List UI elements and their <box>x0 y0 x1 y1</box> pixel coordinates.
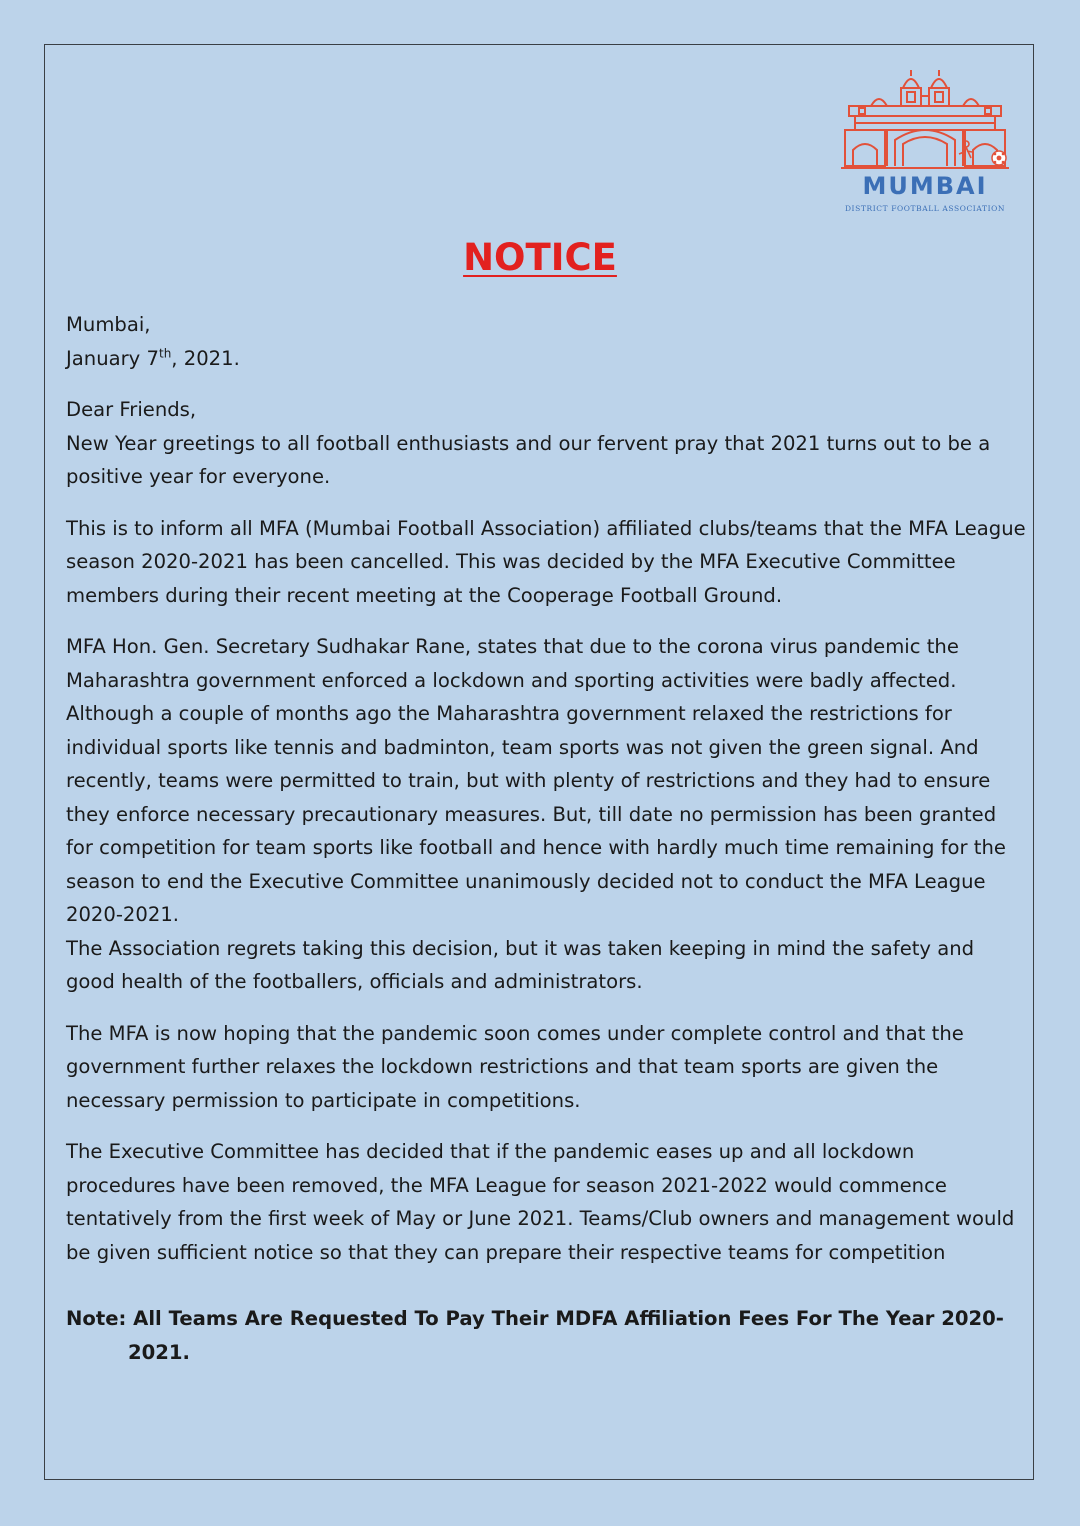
gateway-of-india-icon <box>835 68 1015 172</box>
paragraph-cancellation: This is to inform all MFA (Mumbai Football Association) affiliated clubs/teams that the MFA League season 2020-2021 has been cancelled. This was decided by the MFA Executive Committee members during their recent meeting at the Cooperage Football Ground. <box>66 516 1026 607</box>
affiliation-fee-note: Note: All Teams Are Requested To Pay Their MDFA Affiliation Fees For The Year 2020-2021. <box>66 1307 1004 1364</box>
logo-wordmark: MUMBAI <box>862 172 988 200</box>
paragraph-greetings: New Year greetings to all football enthusiasts and our fervent pray that 2021 turns out to be a positive year for everyone. <box>66 431 991 488</box>
date-suffix: th <box>158 345 172 360</box>
date-line <box>66 342 1026 376</box>
paragraph-reasons: MFA Hon. Gen. Secretary Sudhakar Rane, states that due to the corona virus pandemic the Maharashtra government enforced a lockdown and sporting activities were badly affected. Although a couple of months ago the Maharashtra government relaxed the restrictions for individual sports like tennis and badminton, team sports was not given the green signal. And recently, teams were permitted to train, but with plenty of restrictions and they had to ensure they enforce necessary precautionary measures. But, till date no permission has been granted for competition for team sports like football and hence with hardly much time remaining for the season to end the Executive Committee unanimously decided not to conduct the MFA League 2020-2021. <box>66 635 1006 926</box>
notice-title: NOTICE <box>463 236 617 279</box>
paragraph-next-season: The Executive Committee has decided that if the pandemic eases up and all lockdown procedures have been removed, the MFA League for season 2021-2022 would commence tentatively from the first week of May or June 2021. Teams/Club owners and management would be given sufficient notice so that they can prepare their respective teams for competition <box>66 1140 1015 1264</box>
date-month-day: January 7 <box>66 346 159 370</box>
mdfa-logo <box>835 68 1015 218</box>
paragraph-hopes: The MFA is now hoping that the pandemic soon comes under complete control and that the government further relaxes the lockdown restrictions and that team sports are given the necessary permission to participate in competitions. <box>66 1021 964 1112</box>
logo-subtitle: DISTRICT FOOTBALL ASSOCIATION <box>844 204 1006 213</box>
date-year: , 2021. <box>171 346 240 370</box>
notice-body <box>66 308 1026 1387</box>
greeting: Dear Friends, <box>66 398 197 421</box>
paragraph-regrets: The Association regrets taking this decision, but it was taken keeping in mind the safety and good health of the footballers, officials and administrators. <box>66 936 975 993</box>
place-line: Mumbai, <box>66 313 151 336</box>
